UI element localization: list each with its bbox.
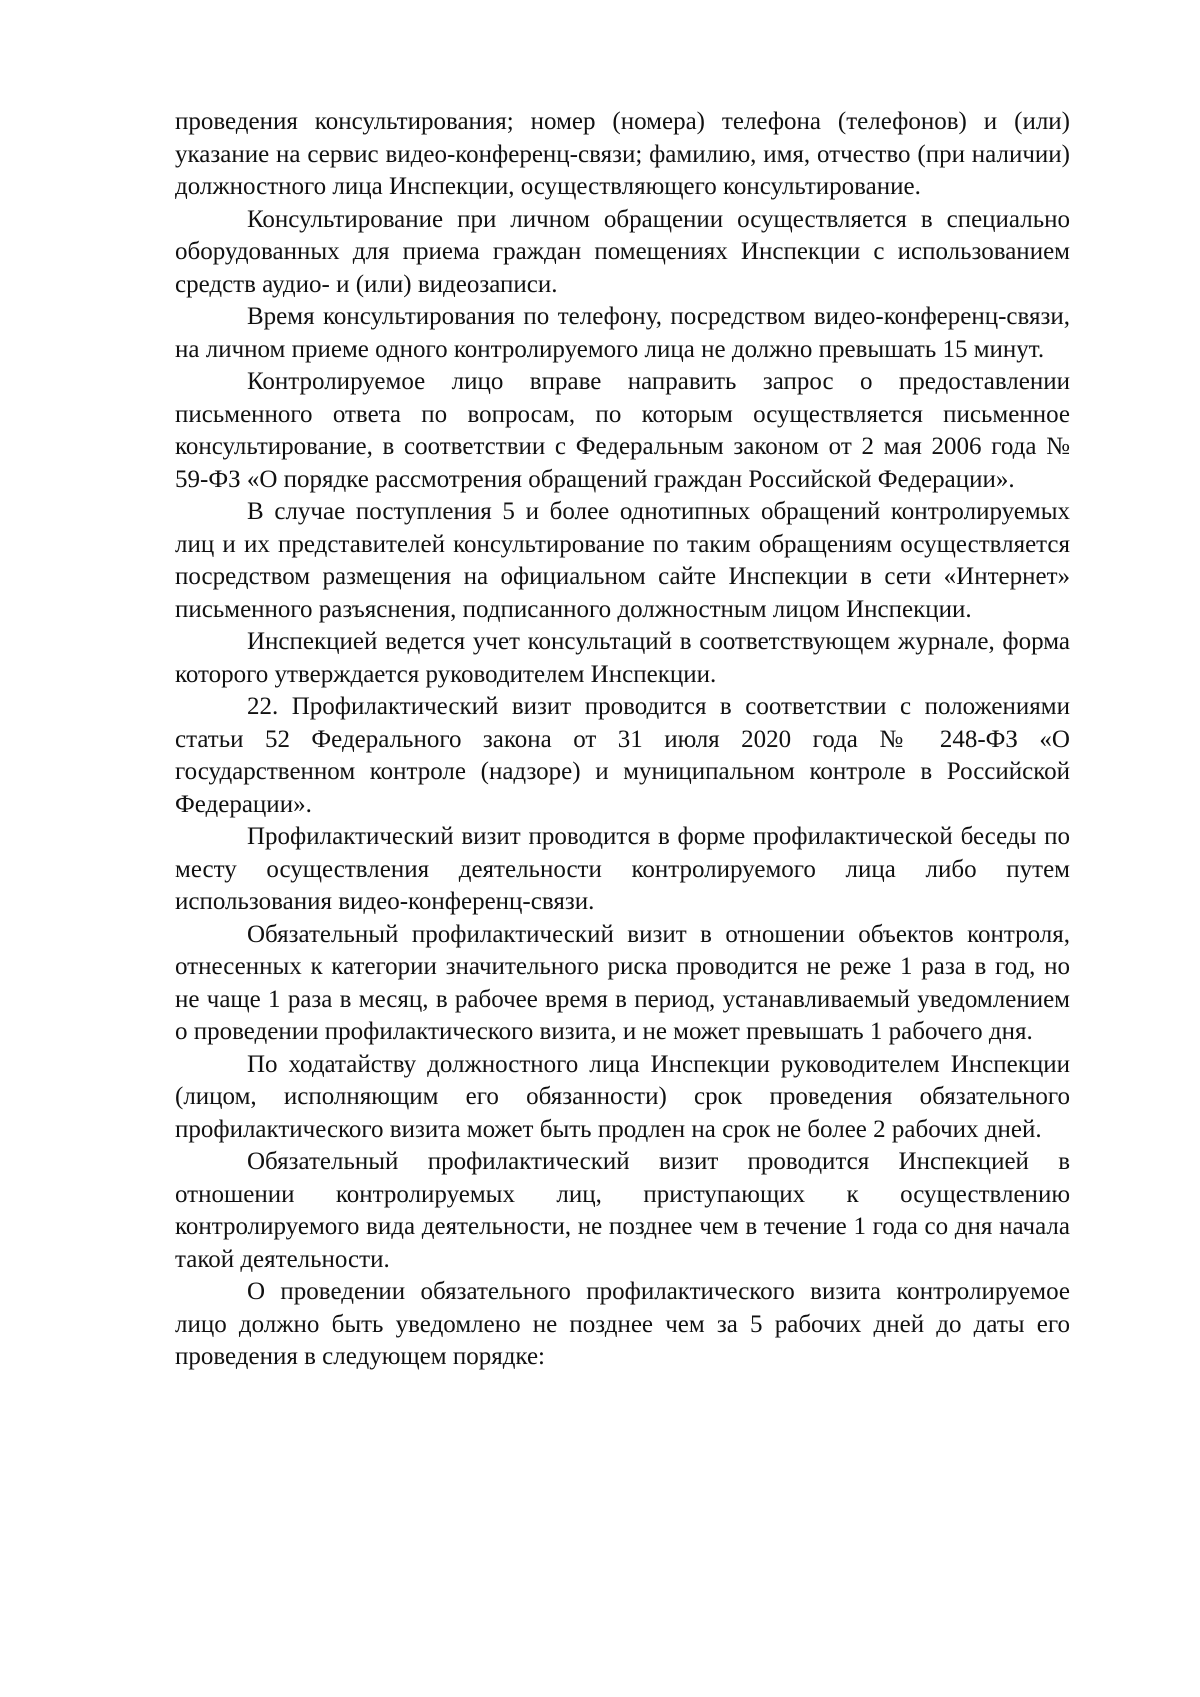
paragraph-5: В случае поступления 5 и более однотипных обращений контролируемых лиц и их представителей консультирование по таким обращениям осуществляется посредством размещения на официальном сайте Инспекции в сети «Интернет» письменного разъяснения, подписанного должностным лицом Инспекции. xyxy=(175,498,1070,623)
paragraph-8: Профилактический визит проводится в форме профилактической беседы по месту осуществления деятельности контролируемого лица либо путем использования видео-конференц-связи. xyxy=(175,823,1070,915)
document-page xyxy=(175,106,1070,1374)
paragraph-6: Инспекцией ведется учет консультаций в соответствующем журнале, форма которого утверждается руководителем Инспекции. xyxy=(175,628,1070,688)
paragraph-3: Время консультирования по телефону, посредством видео-конференц-связи, на личном приеме одного контролируемого лица не должно превышать 15 минут. xyxy=(175,303,1070,363)
paragraph-7: 22. Профилактический визит проводится в соответствии с положениями статьи 52 Федерального закона от 31 июля 2020 года № 248-ФЗ «О государственном контроле (надзоре) и муниципальном контроле в Российской Федерации». xyxy=(175,693,1070,818)
paragraph-10: По ходатайству должностного лица Инспекции руководителем Инспекции (лицом, исполняющим его обязанности) срок проведения обязательного профилактического визита может быть продлен на срок не более 2 рабочих дней. xyxy=(175,1050,1070,1143)
paragraph-12: О проведении обязательного профилактического визита контролируемое лицо должно быть уведомлено не позднее чем за 5 рабочих дней до даты его проведения в следующем порядке: xyxy=(175,1278,1070,1370)
paragraph-9: Обязательный профилактический визит в отношении объектов контроля, отнесенных к категории значительного риска проводится не реже 1 раза в год, но не чаще 1 раза в месяц, в рабочее время в период, устанавливаемый уведомлением о проведении профилактического визита, и не может превышать 1 рабочего дня. xyxy=(175,920,1070,1045)
paragraph-4: Контролируемое лицо вправе направить запрос о предоставлении письменного ответа по вопросам, по которым осуществляется письменное консультирование, в соответствии с Федеральным законом от 2 мая 2006 года № 59-ФЗ «О порядке рассмотрения обращений граждан Российской Федерации». xyxy=(175,368,1070,493)
paragraph-1: проведения консультирования; номер (номера) телефона (телефонов) и (или) указание на сервис видео-конференц-связи; фамилию, имя, отчество (при наличии) должностного лица Инспекции, осуществляющего консультирование. xyxy=(175,108,1070,200)
paragraph-2: Консультирование при личном обращении осуществляется в специально оборудованных для приема граждан помещениях Инспекции с использованием средств аудио- и (или) видеозаписи. xyxy=(175,205,1070,298)
paragraph-11: Обязательный профилактический визит проводится Инспекцией в отношении контролируемых лиц, приступающих к осуществлению контролируемого вида деятельности, не позднее чем в течение 1 года со дня начала такой деятельности. xyxy=(175,1148,1070,1273)
